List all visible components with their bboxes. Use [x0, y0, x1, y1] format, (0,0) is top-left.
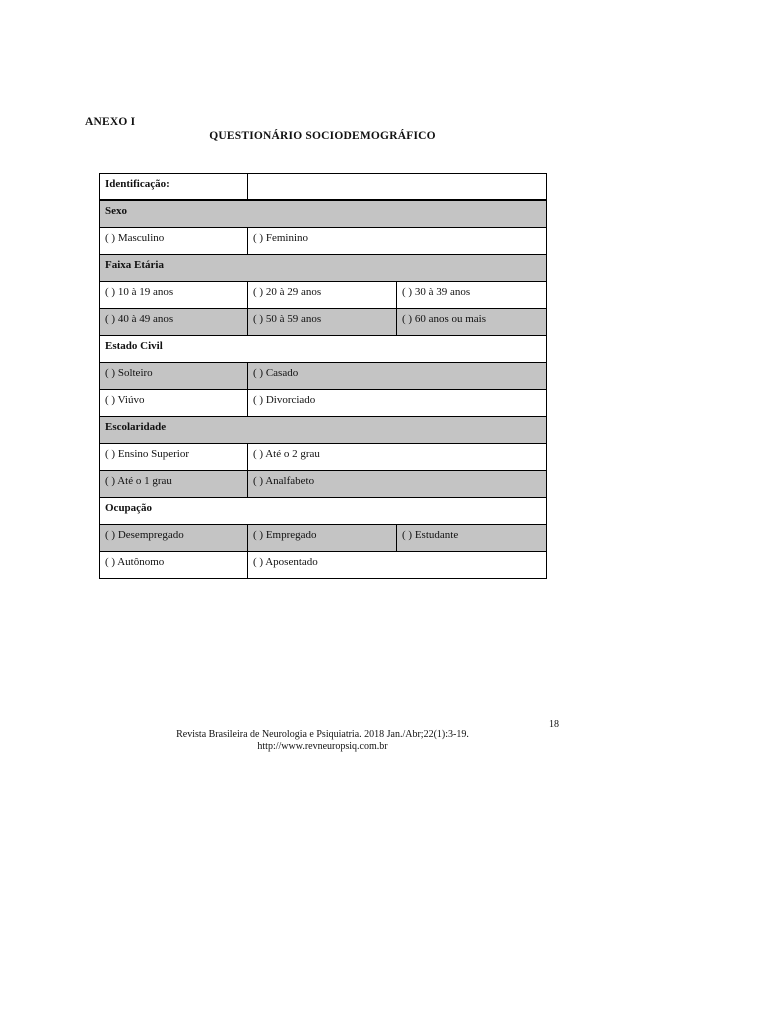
option-desempregado[interactable]: ( ) Desempregado: [100, 525, 248, 551]
option-row: [100, 363, 547, 390]
option-casado[interactable]: ( ) Casado: [248, 363, 547, 389]
section-heading-escolaridade: [100, 417, 547, 444]
option-ate-2-grau[interactable]: ( ) Até o 2 grau: [248, 444, 547, 470]
section-heading-label: Ocupação: [100, 498, 547, 524]
option-60-plus[interactable]: ( ) 60 anos ou mais: [397, 309, 547, 335]
section-heading-estado-civil: [100, 336, 547, 363]
section-heading-faixa-etaria: [100, 255, 547, 282]
option-divorciado[interactable]: ( ) Divorciado: [248, 390, 547, 416]
option-autonomo[interactable]: ( ) Autônomo: [100, 552, 248, 578]
section-heading-label: Faixa Etária: [100, 255, 547, 281]
option-masculino[interactable]: ( ) Masculino: [100, 228, 248, 254]
option-row: [100, 228, 547, 255]
identification-field[interactable]: [248, 174, 547, 199]
option-row: [100, 444, 547, 471]
option-row: [100, 390, 547, 417]
footer-url[interactable]: http://www.revneuropsiq.com.br: [257, 741, 388, 752]
section-heading-label: Escolaridade: [100, 417, 547, 443]
page-number: 18: [549, 719, 559, 730]
identification-row: [100, 174, 547, 201]
option-row: [100, 309, 547, 336]
option-row: [100, 282, 547, 309]
option-row: [100, 471, 547, 498]
footer-citation: Revista Brasileira de Neurologia e Psiquiatria. 2018 Jan./Abr;22(1):3-19.: [176, 729, 469, 740]
option-analfabeto[interactable]: ( ) Analfabeto: [248, 471, 547, 497]
option-10-19[interactable]: ( ) 10 à 19 anos: [100, 282, 248, 308]
option-solteiro[interactable]: ( ) Solteiro: [100, 363, 248, 389]
document-title: QUESTIONÁRIO SOCIODEMOGRÁFICO: [209, 130, 436, 142]
option-50-59[interactable]: ( ) 50 à 59 anos: [248, 309, 397, 335]
option-row: [100, 552, 547, 579]
section-heading-label: Sexo: [100, 201, 547, 227]
option-row: [100, 525, 547, 552]
option-ensino-superior[interactable]: ( ) Ensino Superior: [100, 444, 248, 470]
section-heading-label: Estado Civil: [100, 336, 547, 362]
section-heading-sexo: [100, 201, 547, 228]
option-empregado[interactable]: ( ) Empregado: [248, 525, 397, 551]
option-estudante[interactable]: ( ) Estudante: [397, 525, 547, 551]
page-footer: [0, 729, 645, 753]
option-aposentado[interactable]: ( ) Aposentado: [248, 552, 547, 578]
annex-label: ANEXO I: [85, 116, 136, 128]
option-ate-1-grau[interactable]: ( ) Até o 1 grau: [100, 471, 248, 497]
sociodemographic-form: [99, 173, 547, 579]
option-viuvo[interactable]: ( ) Viúvo: [100, 390, 248, 416]
section-heading-ocupacao: [100, 498, 547, 525]
option-20-29[interactable]: ( ) 20 à 29 anos: [248, 282, 397, 308]
option-30-39[interactable]: ( ) 30 à 39 anos: [397, 282, 547, 308]
option-feminino[interactable]: ( ) Feminino: [248, 228, 547, 254]
option-40-49[interactable]: ( ) 40 à 49 anos: [100, 309, 248, 335]
identification-label: Identificação:: [100, 174, 248, 199]
